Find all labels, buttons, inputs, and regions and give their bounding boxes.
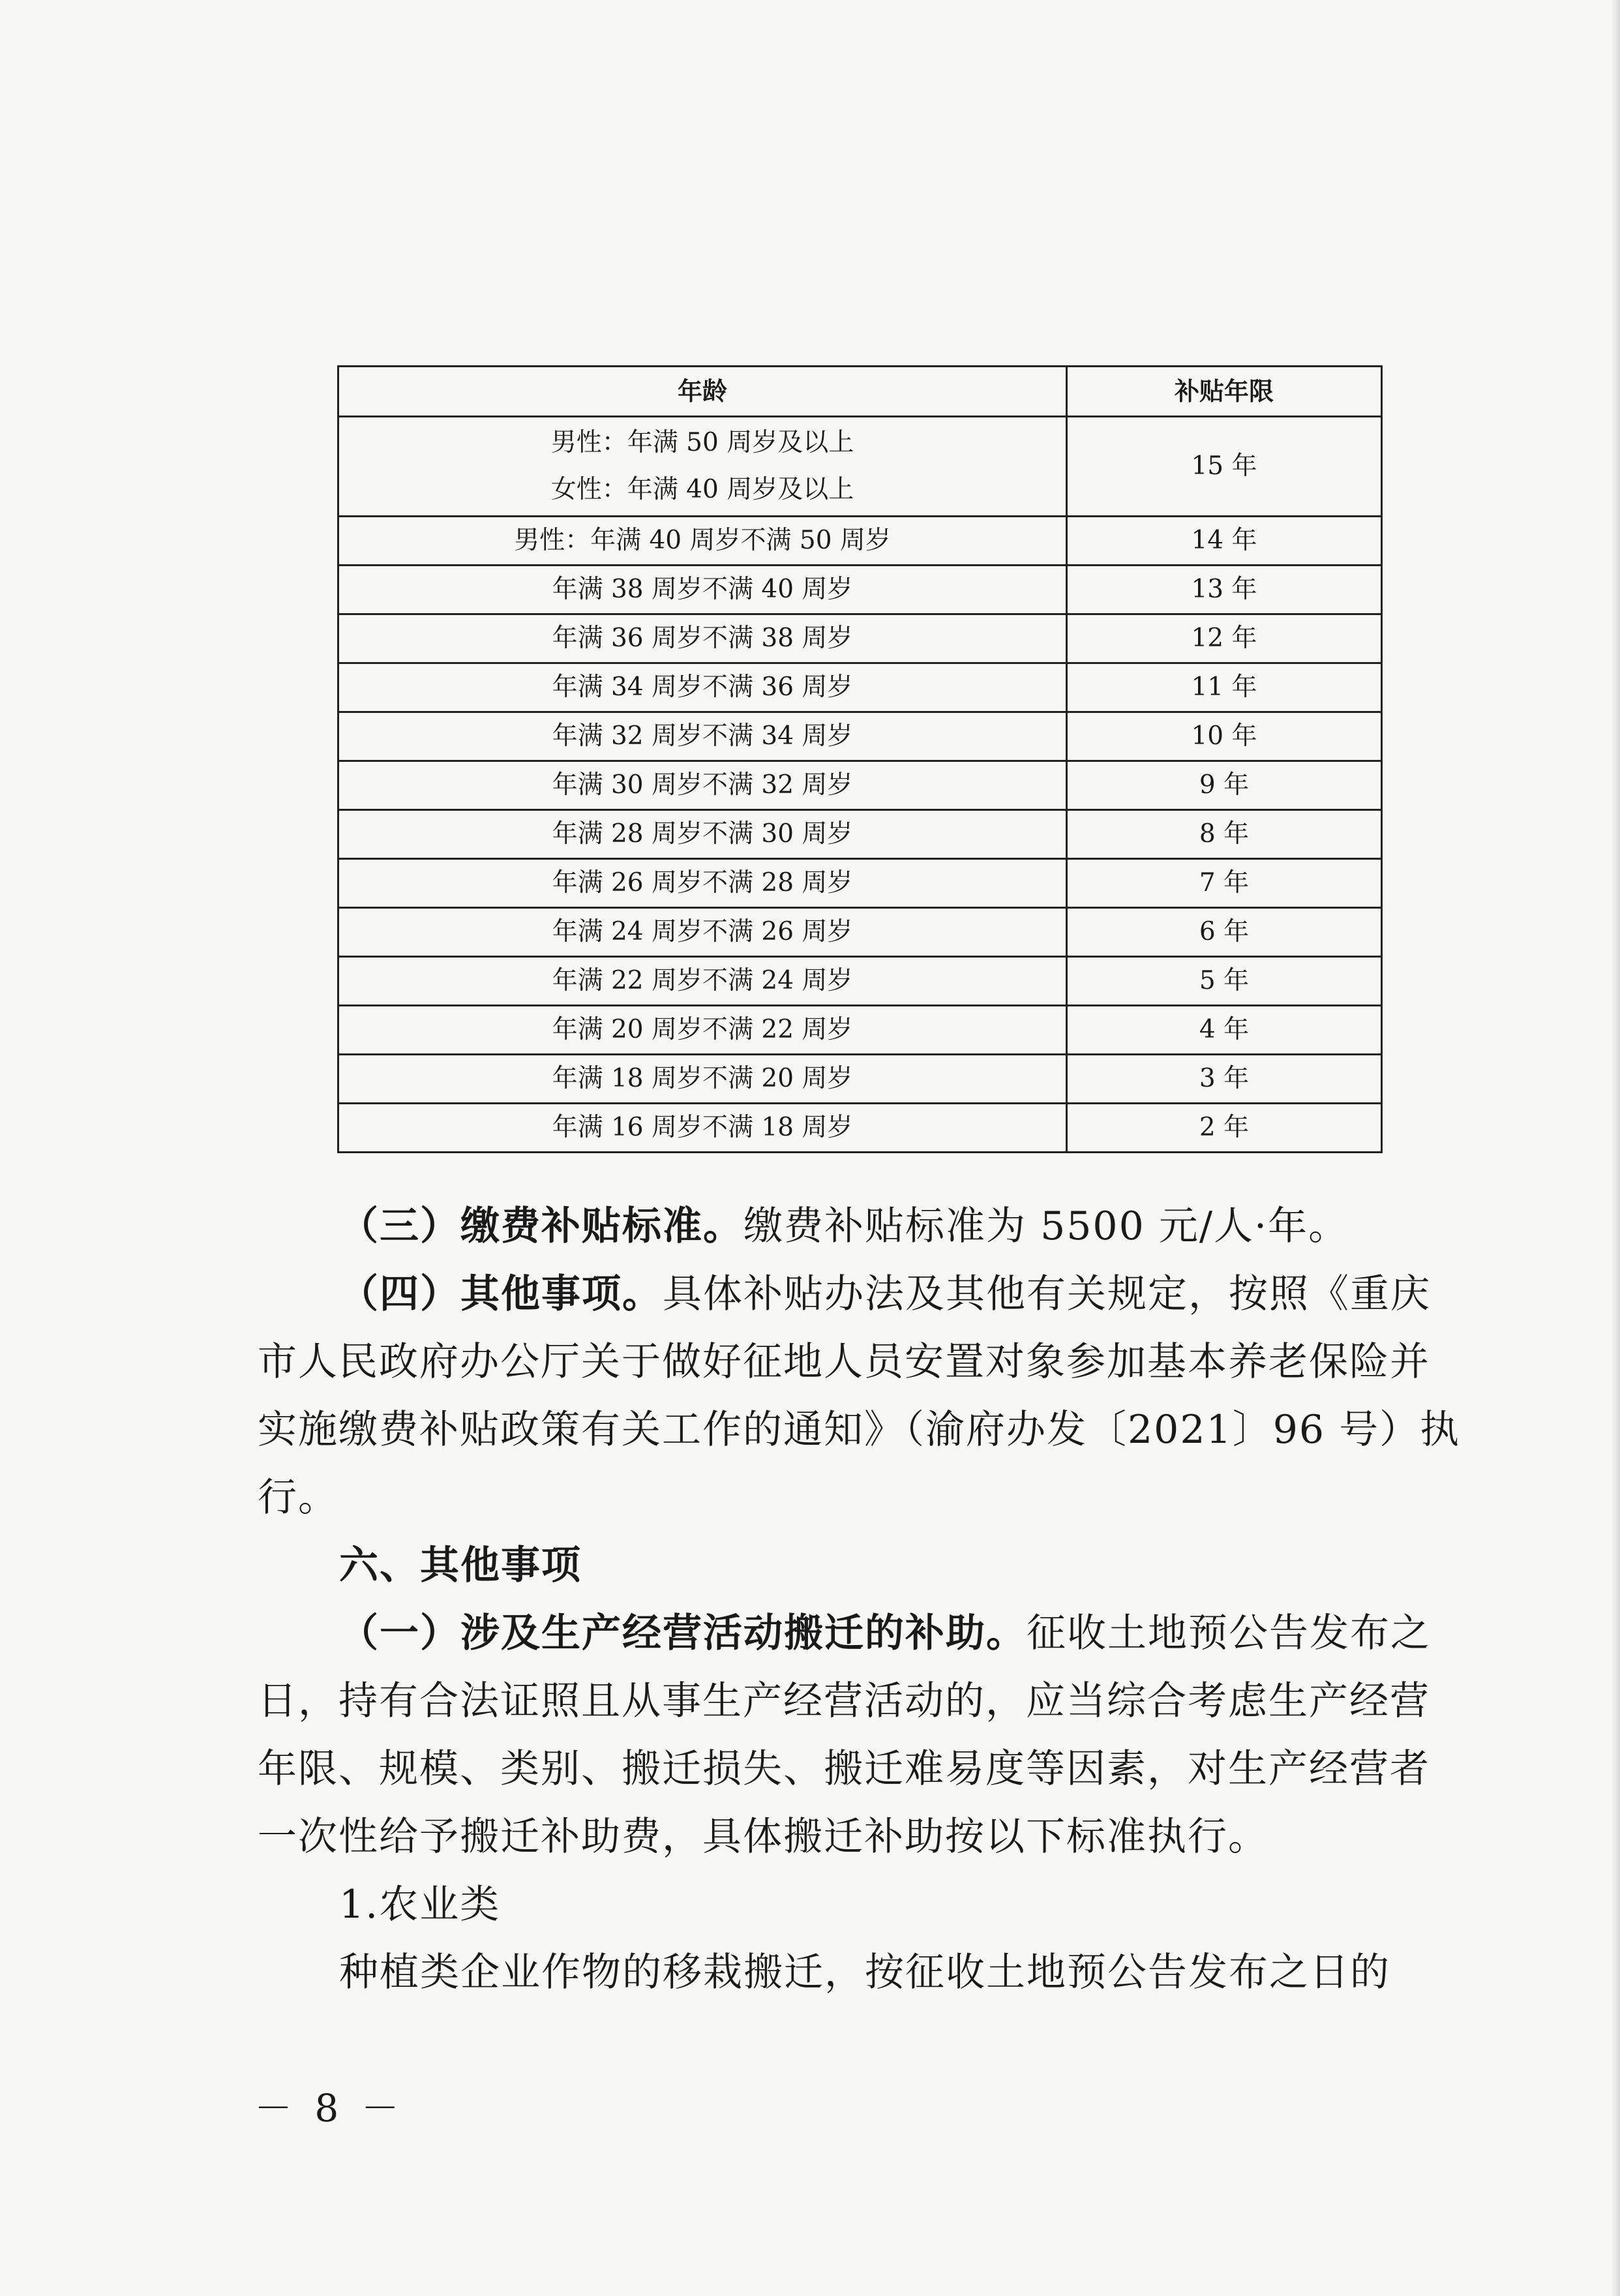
age-cell: 年满 30 周岁不满 32 周岁 <box>338 761 1067 810</box>
table-row <box>338 663 1382 712</box>
section-heading: 六、其他事项 <box>339 1543 582 1588</box>
paragraph-lead: （三）缴费补贴标准。 <box>339 1203 743 1249</box>
table-row <box>338 614 1382 663</box>
years-cell: 11 年 <box>1067 663 1382 712</box>
years-cell: 9 年 <box>1067 761 1382 810</box>
age-cell: 年满 26 周岁不满 28 周岁 <box>338 859 1067 908</box>
paragraph-lead: （四）其他事项。 <box>339 1271 663 1317</box>
table-row <box>338 1006 1382 1055</box>
table-header-row <box>338 367 1382 417</box>
paragraph-planting: 种植类企业作物的移栽搬迁，按征收土地预公告发布之日的 <box>339 1950 1390 1995</box>
header-subsidy-years: 补贴年限 <box>1067 367 1382 417</box>
years-cell: 8 年 <box>1067 810 1382 859</box>
age-cell: 年满 20 周岁不满 22 周岁 <box>338 1006 1067 1055</box>
scan-edge-shadow <box>1611 0 1620 2296</box>
age-line-female: 女性：年满 40 周岁及以上 <box>550 475 854 504</box>
list-item-agriculture: 1.农业类 <box>339 1882 501 1927</box>
years-cell: 7 年 <box>1067 859 1382 908</box>
years-cell: 5 年 <box>1067 957 1382 1006</box>
age-cell: 年满 36 周岁不满 38 周岁 <box>338 614 1067 663</box>
table-row <box>338 957 1382 1006</box>
table-row <box>338 1104 1382 1153</box>
paragraph-text: 征收土地预公告发布之日，持有合法证照且从事生产经营活动的，应当综合考虑生产经营年限、规模、类别、搬迁损失、搬迁难易度等因素，对生产经营者一次性给予搬迁补助费，具体搬迁补助按以下标准执行。 <box>258 1610 1431 1860</box>
table-row <box>338 859 1382 908</box>
table-row <box>338 1055 1382 1104</box>
years-cell: 13 年 <box>1067 566 1382 614</box>
age-cell: 年满 16 周岁不满 18 周岁 <box>338 1104 1067 1153</box>
paragraph-payment-standard <box>258 1192 1464 1260</box>
age-cell: 年满 32 周岁不满 34 周岁 <box>338 712 1067 761</box>
table-row <box>338 517 1382 566</box>
table-row <box>338 417 1382 517</box>
table-row <box>338 908 1382 957</box>
years-cell: 2 年 <box>1067 1104 1382 1153</box>
age-cell: 年满 34 周岁不满 36 周岁 <box>338 663 1067 712</box>
table-row <box>338 712 1382 761</box>
age-cell <box>338 417 1067 517</box>
age-cell: 男性：年满 40 周岁不满 50 周岁 <box>338 517 1067 566</box>
age-cell: 年满 24 周岁不满 26 周岁 <box>338 908 1067 957</box>
header-age: 年龄 <box>338 367 1067 417</box>
paragraph-text: 具体补贴办法及其他有关规定，按照《重庆市人民政府办公厅关于做好征地人员安置对象参加基本养老保险并实施缴费补贴政策有关工作的通知》（渝府办发〔2021〕96 号）执行。 <box>258 1271 1461 1520</box>
years-cell: 10 年 <box>1067 712 1382 761</box>
years-cell: 4 年 <box>1067 1006 1382 1055</box>
age-cell: 年满 28 周岁不满 30 周岁 <box>338 810 1067 859</box>
paragraph-lead: （一）涉及生产经营活动搬迁的补助。 <box>339 1610 1027 1656</box>
table-row <box>338 761 1382 810</box>
table-row <box>338 566 1382 614</box>
years-cell: 6 年 <box>1067 908 1382 957</box>
age-cell: 年满 22 周岁不满 24 周岁 <box>338 957 1067 1006</box>
paragraph-relocation-subsidy <box>258 1599 1464 1871</box>
years-cell: 3 年 <box>1067 1055 1382 1104</box>
age-line-male: 男性：年满 50 周岁及以上 <box>550 428 854 457</box>
age-cell: 年满 38 周岁不满 40 周岁 <box>338 566 1067 614</box>
paragraph-other-matters <box>258 1260 1464 1532</box>
years-cell: 12 年 <box>1067 614 1382 663</box>
page-number: － 8 － <box>254 2086 404 2130</box>
years-cell: 14 年 <box>1067 517 1382 566</box>
table-row <box>338 810 1382 859</box>
paragraph-text: 缴费补贴标准为 5500 元/人·年。 <box>743 1203 1349 1249</box>
years-cell: 15 年 <box>1067 417 1382 517</box>
age-cell: 年满 18 周岁不满 20 周岁 <box>338 1055 1067 1104</box>
subsidy-years-table <box>337 365 1383 1153</box>
